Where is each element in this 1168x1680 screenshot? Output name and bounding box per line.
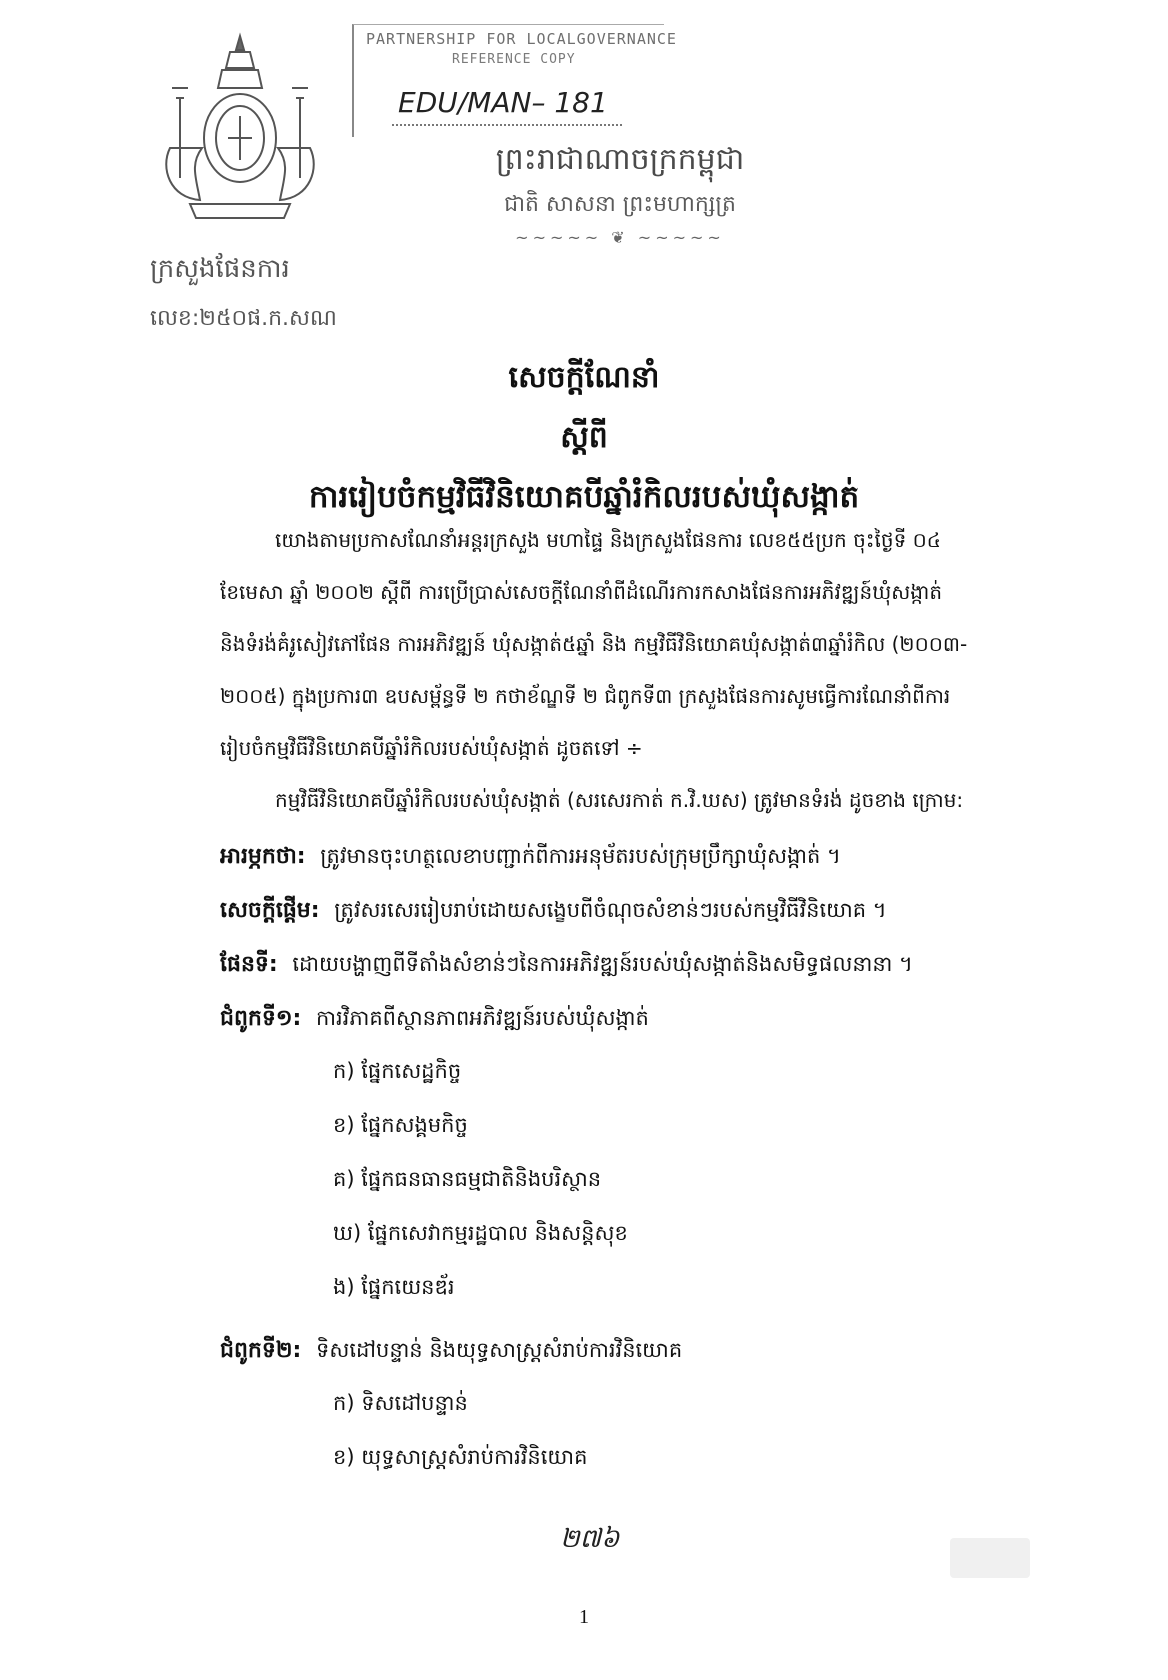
document-title-about: ស្ដីពី	[560, 420, 608, 455]
format-line: កម្មវិធីវិនិយោគបីឆ្នាំរំកិលរបស់ឃុំសង្កាត់ (សរសេរកាត់ ក.វិ.ឃស) ត្រូវមានទំរង់ ដូចខាង ក្រោម:	[275, 788, 964, 812]
ministry-name: ក្រសួងផែនការ	[150, 254, 290, 284]
chapter-1-item: ខ) ផ្នែកសង្គមកិច្ច	[333, 1113, 468, 1137]
section-label: អារម្ភកថា:	[220, 844, 306, 869]
document-subject: ការរៀបចំកម្មវិធីវិនិយោគបីឆ្នាំរំកិលរបស់ឃុំសង្កាត់	[308, 479, 860, 515]
section-text: ត្រូវមានចុះហត្ថលេខាបញ្ជាក់ពីការអនុម័តរបស់ក្រុមប្រឹក្សាឃុំសង្កាត់ ។	[320, 844, 841, 868]
royal-coat-of-arms-emblem	[140, 28, 340, 228]
chapter-1-item: គ) ផ្នែកធនធានធម្មជាតិនិងបរិស្ថាន	[333, 1167, 602, 1191]
document-number: លេខ:២៥០ផ.ក.សណ	[150, 306, 337, 331]
stamp-subtitle: REFERENCE COPY	[452, 52, 576, 67]
intro-line: ខែមេសា ឆ្នាំ ២០០២ ស្ដីពី ការប្រើប្រាស់សេចក្ដីណែនាំពីដំណើរការកសាងផែនការអភិវឌ្ឍន៍ឃុំសង្កាត់	[220, 580, 943, 604]
section-label: សេចក្ដីផ្ដើម:	[220, 898, 320, 923]
kingdom-header	[480, 140, 760, 247]
page-number: 1	[579, 1606, 589, 1628]
intro-line: រៀបចំកម្មវិធីវិនិយោគបីឆ្នាំរំកិលរបស់ឃុំសង្កាត់ ដូចតទៅ ÷	[220, 736, 643, 760]
section-label: ជំពូកទី២:	[220, 1338, 302, 1363]
section-text: ទិសដៅបន្ទាន់ និងយុទ្ធសាស្ត្រសំរាប់ការវិនិយោគ	[316, 1338, 683, 1362]
national-motto: ជាតិ សាសនា ព្រះមហាក្សត្រ	[504, 192, 736, 217]
section-label: ជំពូកទី១:	[220, 1006, 302, 1031]
section-map	[220, 950, 913, 982]
header-ornament: ~~~~~ ❦ ~~~~~	[515, 228, 725, 247]
stamp-title: PARTNERSHIP FOR LOCALGOVERNANCE	[366, 30, 677, 48]
section-chapter-1	[220, 1004, 649, 1036]
section-text: ត្រូវសរសេររៀបរាប់ដោយសង្ខេបពីចំណុចសំខាន់ៗរបស់កម្មវិធីវិនិយោគ ។	[334, 898, 887, 922]
section-text: ការវិភាគពីស្ថានភាពអភិវឌ្ឍន៍របស់ឃុំសង្កាត់	[316, 1006, 649, 1030]
chapter-1-item: ង) ផ្នែកយេនឌ័រ	[333, 1275, 455, 1299]
stamp-dotted-line	[392, 124, 622, 126]
section-text: ដោយបង្ហាញពីទីតាំងសំខាន់ៗនៃការអភិវឌ្ឍន៍របស់ឃុំសង្កាត់និងសមិទ្ធផលនានា ។	[292, 952, 913, 976]
chapter-2-item: ខ) យុទ្ធសាស្ត្រសំរាប់ការវិនិយោគ	[333, 1445, 588, 1469]
intro-line: យោងតាមប្រកាសណែនាំអន្តរក្រសួង មហាផ្ទៃ និងក្រសួងផែនការ លេខ៥៥ប្រក ចុះថ្ងៃទី ០៤	[275, 528, 941, 552]
stamp-handwritten-reference: EDU/MAN– 181	[398, 86, 608, 119]
chapter-2-item: ក) ទិសដៅបន្ទាន់	[333, 1391, 468, 1415]
section-chapter-2	[220, 1336, 682, 1368]
intro-line: ២០០៥) ក្នុងប្រការ៣ ឧបសម្ព័ន្ធទី ២ កថាខ័ណ្ឌទី ២ ជំពូកទី៣ ក្រសួងផែនការសូមធ្វើការណែនាំពីការ	[220, 684, 951, 708]
intro-line: និងទំរង់គំរូសៀវភៅផែន ការអភិវឌ្ឍន៍ ឃុំសង្កាត់៥ឆ្នាំ និង កម្មវិធីវិនិយោគឃុំសង្កាត់៣ឆ្នាំរំកិល (២០០៣-	[220, 632, 968, 656]
section-introduction	[220, 896, 887, 928]
section-preamble	[220, 842, 841, 874]
document-title: សេចក្ដីណែនាំ	[508, 360, 660, 395]
section-label: ផែនទី:	[220, 952, 278, 977]
kingdom-name: ព្រះរាជាណាចក្រកម្ពុជា	[495, 142, 745, 177]
handwritten-number: ២៧៦	[560, 1524, 620, 1554]
chapter-1-item: ក) ផ្នែកសេដ្ឋកិច្ច	[333, 1059, 462, 1083]
scan-smudge	[950, 1538, 1030, 1578]
chapter-1-item: ឃ) ផ្នែកសេវាកម្មរដ្ឋបាល និងសន្តិសុខ	[333, 1221, 628, 1245]
